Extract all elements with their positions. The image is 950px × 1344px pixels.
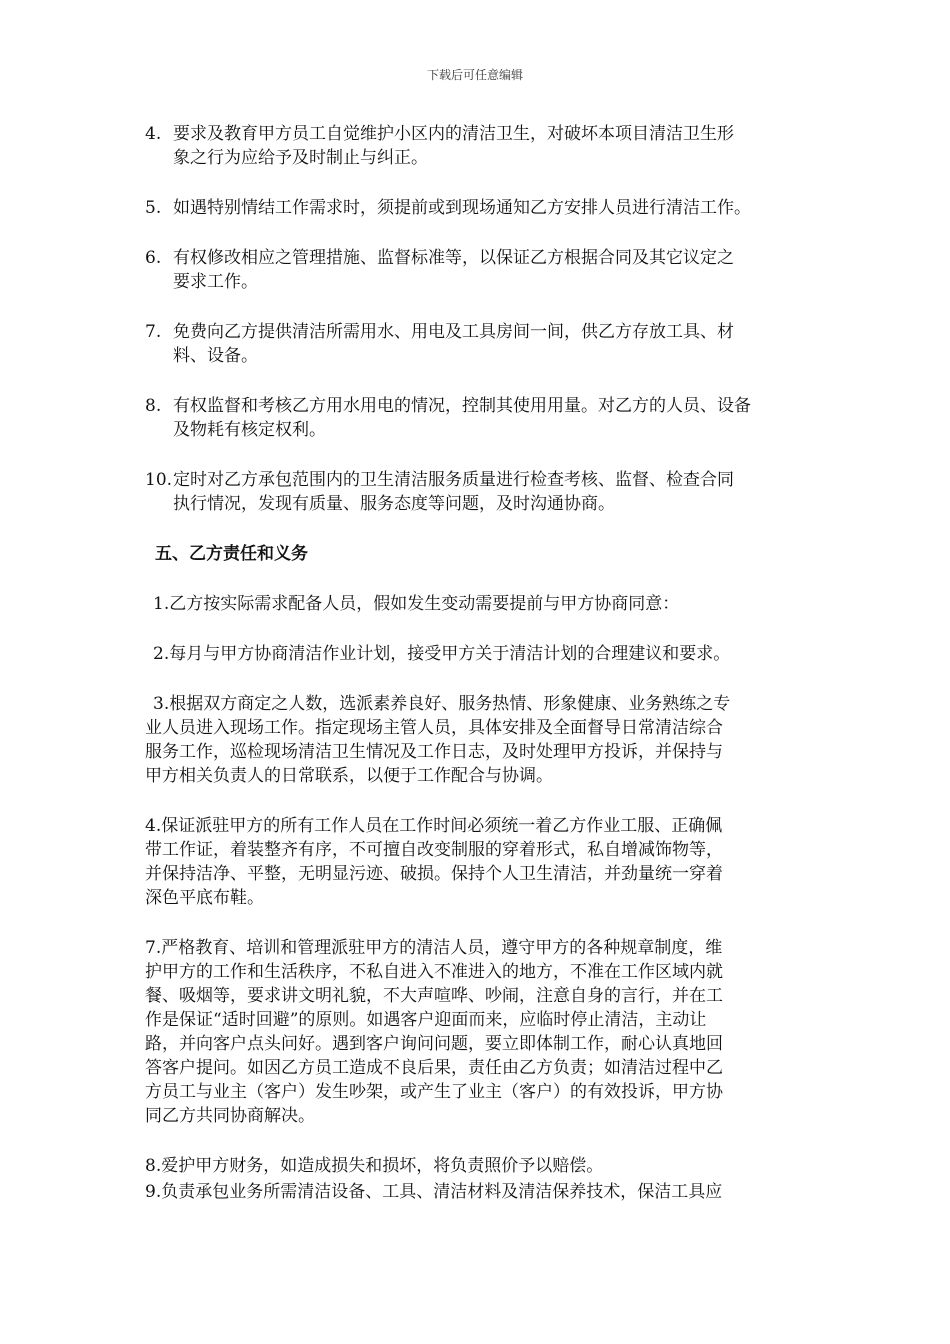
paragraph-line: 业人员进入现场工作。指定现场主管人员，具体安排及全面督导日常清洁综合 [145,718,723,738]
item-line: 如遇特别情结工作需求时，须提前或到现场通知乙方安排人员进行清洁工作。 [173,198,751,218]
list-item [145,122,825,170]
paragraph-b1: 1.乙方按实际需求配备人员，假如发生变动需要提前与甲方协商同意： [153,594,680,614]
item-line: 要求及教育甲方员工自觉维护小区内的清洁卫生，对破坏本项目清洁卫生形 [173,124,734,144]
item-number: 10. [145,470,173,490]
item-line: 执行情况，发现有质量、服务态度等问题，及时沟通协商。 [173,494,615,514]
item-number: 7. [145,322,162,342]
list-item [145,246,825,294]
paragraph-line: 答客户提问。如因乙方员工造成不良后果，责任由乙方负责；如清洁过程中乙 [145,1058,723,1078]
paragraph-b9: 9.负责承包业务所需清洁设备、工具、清洁材料及清洁保养技术，保洁工具应 [145,1182,723,1202]
document-body [145,122,825,1204]
item-number: 8. [145,396,162,416]
list-item [145,468,825,516]
paragraph-b2: 2.每月与甲方协商清洁作业计划，接受甲方关于清洁计划的合理建议和要求。 [153,644,731,664]
paragraph-line: 同乙方共同协商解决。 [145,1106,315,1126]
item-line: 有权修改相应之管理措施、监督标准等，以保证乙方根据合同及其它议定之 [173,248,734,268]
paragraph-line: 路，并向客户点头问好。遇到客户询问问题，要立即体制工作，耐心认真地回 [145,1034,723,1054]
paragraph-line: 7.严格教育、培训和管理派驻甲方的清洁人员，遵守甲方的各种规章制度，维 [145,938,723,958]
item-line: 要求工作。 [173,272,258,292]
paragraph-line: 服务工作，巡检现场清洁卫生情况及工作日志，及时处理甲方投诉，并保持与 [145,742,723,762]
item-line: 象之行为应给予及时制止与纠正。 [173,148,428,168]
paragraph-line: 深色平底布鞋。 [145,888,264,908]
list-item [145,394,825,442]
item-line: 及物耗有核定权利。 [173,420,326,440]
item-line: 有权监督和考核乙方用水用电的情况，控制其使用用量。对乙方的人员、设备 [173,396,751,416]
paragraph-line: 护甲方的工作和生活秩序，不私自进入不准进入的地方，不准在工作区域内就 [145,962,723,982]
item-line: 料、设备。 [173,346,258,366]
paragraph-b8: 8.爱护甲方财务，如造成损失和损坏，将负责照价予以赔偿。 [145,1156,604,1176]
list-item [145,196,825,220]
paragraph-line: 方员工与业主（客户）发生吵架，或产生了业主（客户）的有效投诉，甲方协 [145,1082,723,1102]
paragraph-line: 并保持洁净、平整，无明显污迹、破损。保持个人卫生清洁，并劲量统一穿着 [145,864,723,884]
page-header: 下载后可任意编辑 [426,68,523,82]
item-number: 6. [145,248,162,268]
paragraph-line: 餐、吸烟等，要求讲文明礼貌，不大声喧哗、吵闹，注意自身的言行，并在工 [145,986,723,1006]
paragraph-line: 甲方相关负责人的日常联系，以便于工作配合与协调。 [145,766,553,786]
item-line: 定时对乙方承包范围内的卫生清洁服务质量进行检查考核、监督、检查合同 [173,470,734,490]
paragraph-b7 [145,936,825,1128]
item-number: 4. [145,124,162,144]
paragraph-b4 [145,814,825,910]
paragraph-line: 3.根据双方商定之人数，选派素养良好、服务热情、形象健康、业务熟练之专 [153,694,731,714]
section-heading: 五、乙方责任和义务 [155,544,308,564]
paragraph-b3 [145,692,825,788]
item-line: 免费向乙方提供清洁所需用水、用电及工具房间一间，供乙方存放工具、材 [173,322,734,342]
item-number: 5. [145,198,162,218]
paragraph-line: 4.保证派驻甲方的所有工作人员在工作时间必须统一着乙方作业工服、正确佩 [145,816,723,836]
paragraph-line: 作是保证“适时回避”的原则。如遇客户迎面而来，应临时停止清洁，主动让 [145,1010,707,1030]
paragraph-line: 带工作证，着装整齐有序，不可擅自改变制服的穿着形式，私自增减饰物等， [145,840,723,860]
list-item [145,320,825,368]
